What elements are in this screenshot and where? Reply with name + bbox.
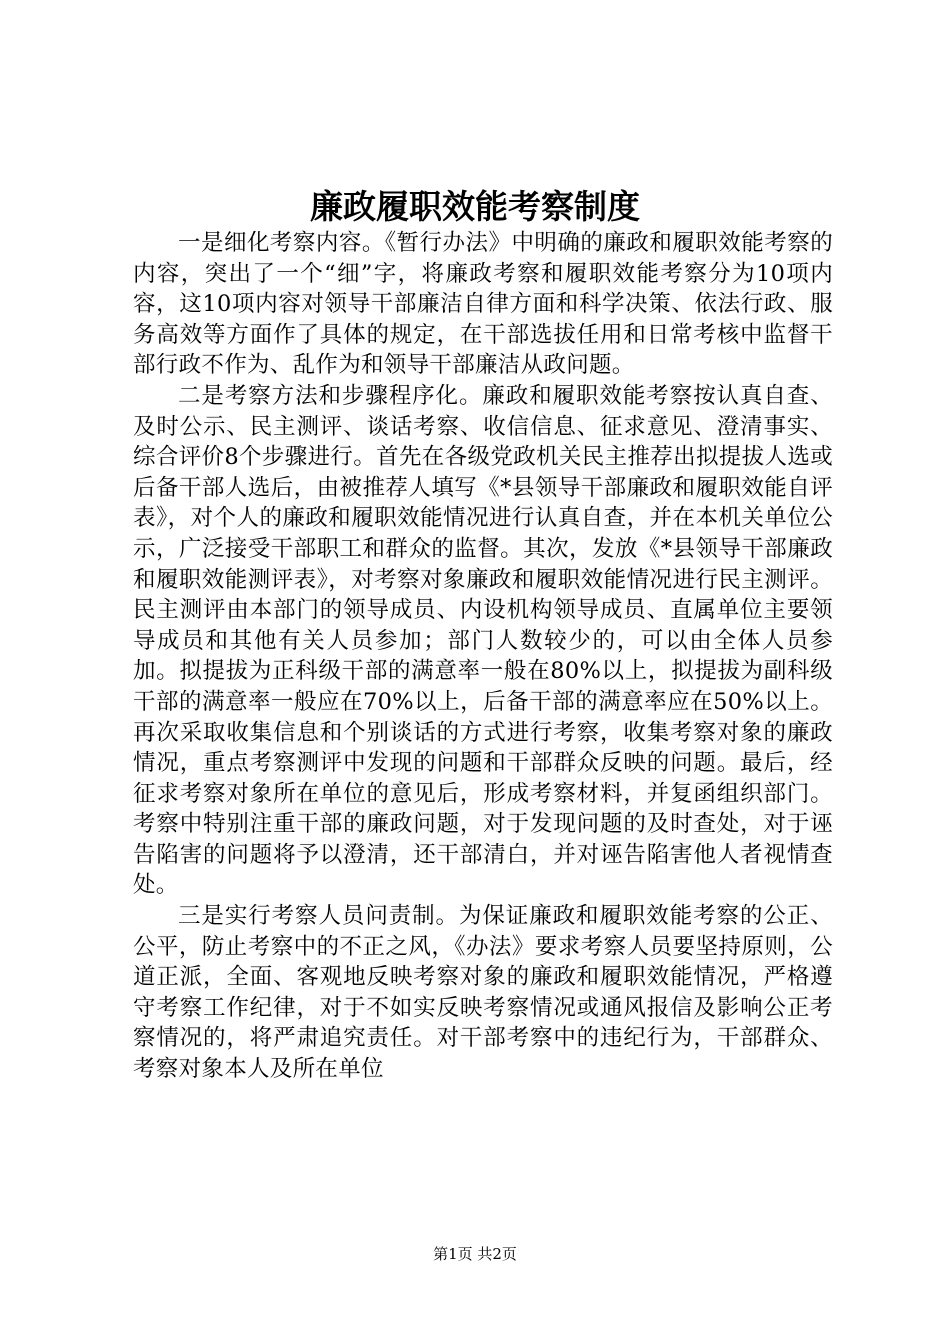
paragraph-2: 二是考察方法和步骤程序化。廉政和履职效能考察按认真自查、及时公示、民主测评、谈话考察、收信信息、征求意见、澄清事实、综合评价8个步骤进行。首先在各级党政机关民主推荐出拟提拔人选或后备干部人选后，由被推荐人填写《*县领导干部廉政和履职效能自评表》，对个人的廉政和履职效能情况进行认真自查，并在本机关单位公示，广泛接受干部职工和群众的监督。其次，发放《*县领导干部廉政和履职效能测评表》，对考察对象廉政和履职效能情况进行民主测评。民主测评由本部门的领导成员、内设机构领导成员、直属单位主要领导成员和其他有关人员参加；部门人数较少的，可以由全体人员参加。拟提拔为正科级干部的满意率一般在80%以上，拟提拔为副科级干部的满意率一般应在70%以上，后备干部的满意率应在50%以上。再次采取收集信息和个别谈话的方式进行考察，收集考察对象的廉政情况，重点考察测评中发现的问题和干部群众反映的问题。最后，经征求考察对象所在单位的意见后，形成考察材料，并复函组织部门。考察中特别注重干部的廉政问题，对于发现问题的及时查处，对于诬告陷害的问题将予以澄清，还干部清白，并对诬告陷害他人者视情查处。 <box>133 382 833 899</box>
document-body <box>133 228 833 1085</box>
page-number-footer: 第1页 共2页 <box>433 1245 517 1263</box>
paragraph-1: 一是细化考察内容。《暂行办法》中明确的廉政和履职效能考察的内容，突出了一个“细”字，将廉政考察和履职效能考察分为10项内容，这10项内容对领导干部廉洁自律方面和科学决策、依法行政、服务高效等方面作了具体的规定，在干部选拔任用和日常考核中监督干部行政不作为、乱作为和领导干部廉洁从政问题。 <box>133 230 833 379</box>
document-title: 廉政履职效能考察制度 <box>310 187 640 226</box>
paragraph-3: 三是实行考察人员问责制。为保证廉政和履职效能考察的公正、公平，防止考察中的不正之风，《办法》要求考察人员要坚持原则，公道正派，全面、客观地反映考察对象的廉政和履职效能情况，严格遵守考察工作纪律，对于不如实反映考察情况或通风报信及影响公正考察情况的，将严肃追究责任。对干部考察中的违纪行为，干部群众、考察对象本人及所在单位 <box>133 903 833 1083</box>
